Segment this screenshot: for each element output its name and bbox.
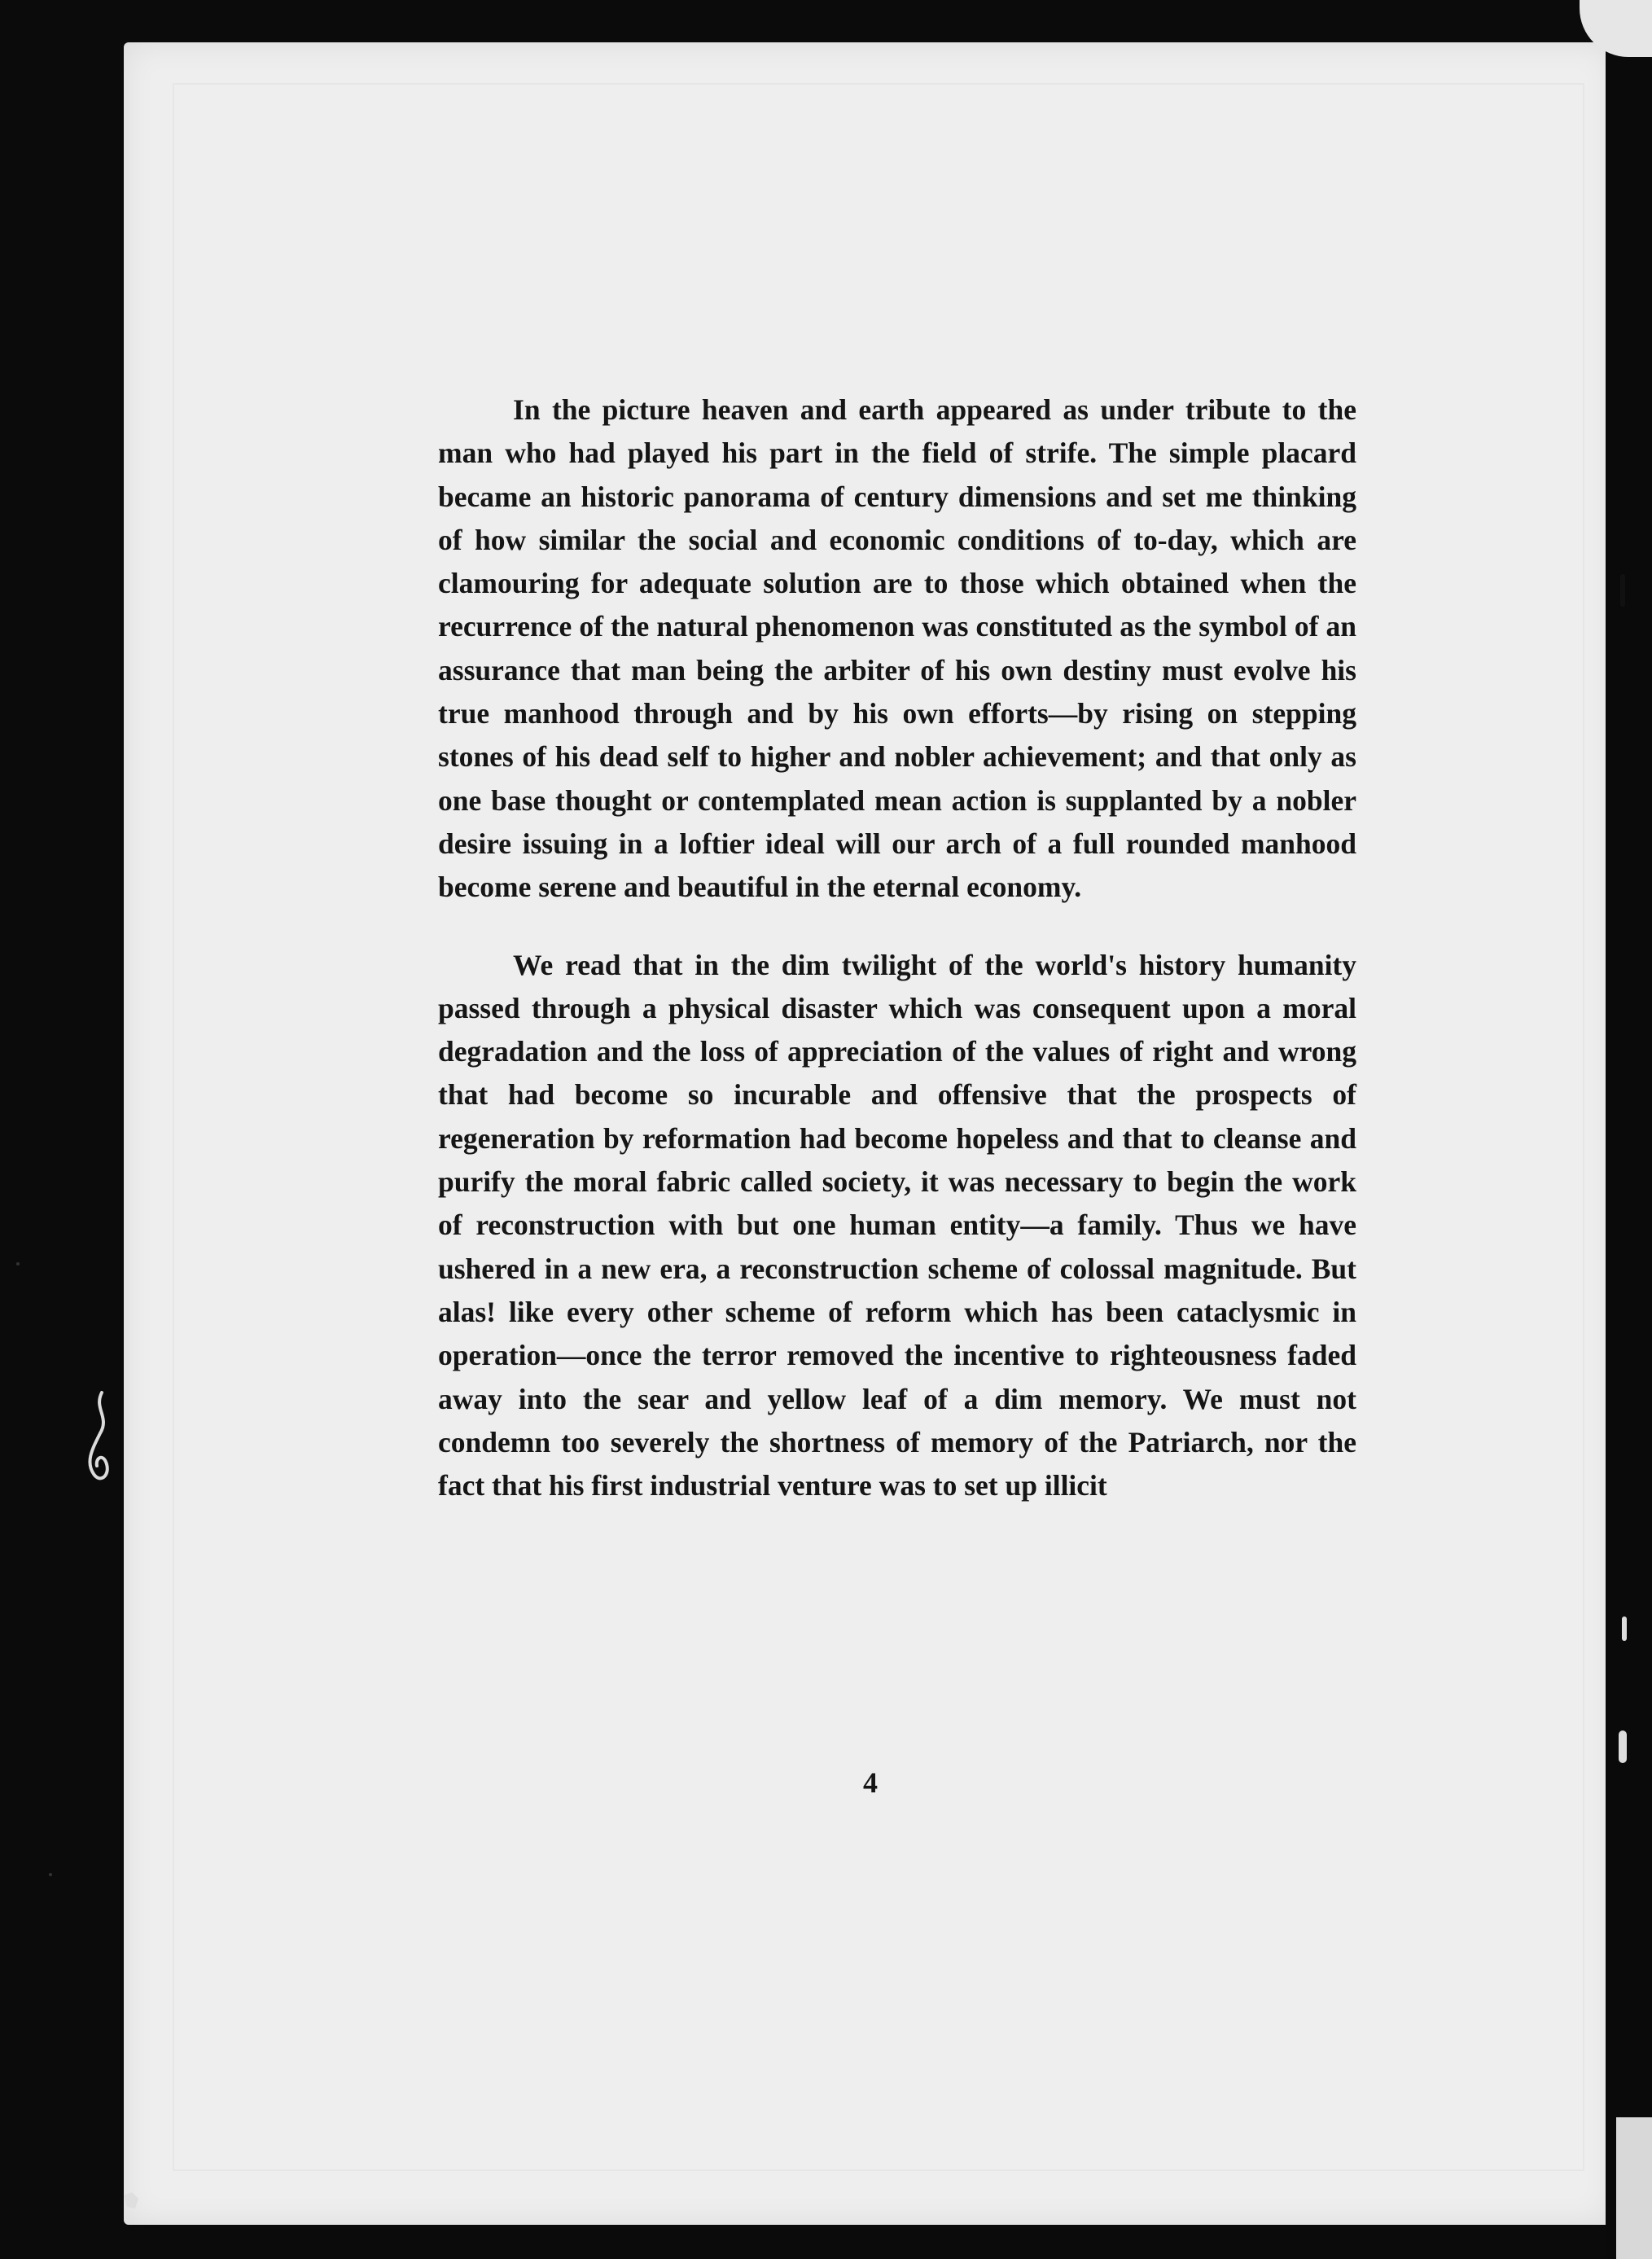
pencil-mark-icon	[77, 1384, 126, 1490]
scan-speck	[49, 1873, 52, 1876]
scan-artifact-bottom	[1616, 2117, 1652, 2259]
scan-speck	[1622, 1616, 1627, 1641]
paragraph-1: In the picture heaven and earth appeared as under tribute to the man who had played his part in the field of strife. The simple placard became an historic panorama of century dimensions and set me thinking of how similar the social and economic conditions of to-day, which are clamouring for adequate solution are to those which obtained when the recurrence of the natural phenomenon was constituted as the symbol of an assurance that man being the arbiter of his own destiny must evolve his true manhood through and by his own efforts—by rising on stepping stones of his dead self to higher and nobler achievement; and that only as one base thought or contemplated mean action is supplanted by a nobler desire issuing in a loftier ideal will our arch of a full rounded manhood become serene and beautiful in the eternal economy.	[438, 393, 1356, 904]
paragraph-2: We read that in the dim twilight of the world's history humanity passed through a physical disaster which was consequent upon a moral degradation and the loss of appreciation of the values of right and wrong that had become so incurable and offensive that the prospects of regeneration by reformation had become hopeless and that to cleanse and purify the moral fabric called society, it was necessary to begin the work of reconstruction with but one human entity—a family. Thus we have ushered in a new era, a reconstruction scheme of colossal magnitude. But alas! like every other scheme of reform which has been cataclysmic in operation—once the terror removed the incentive to righteousness faded away into the sear and yellow leaf of a dim memory. We must not condemn too severely the shortness of memory of the Patriarch, nor the fact that his first industrial venture was to set up illicit	[438, 948, 1356, 1502]
scan-speck	[1620, 574, 1625, 607]
page-number: 4	[863, 1766, 878, 1799]
scan-speck	[16, 1262, 20, 1265]
scan-speck	[1619, 1730, 1627, 1763]
binding-shadow	[1606, 0, 1652, 2259]
body-text	[438, 388, 1356, 1507]
scan-blot-icon	[121, 2191, 142, 2212]
